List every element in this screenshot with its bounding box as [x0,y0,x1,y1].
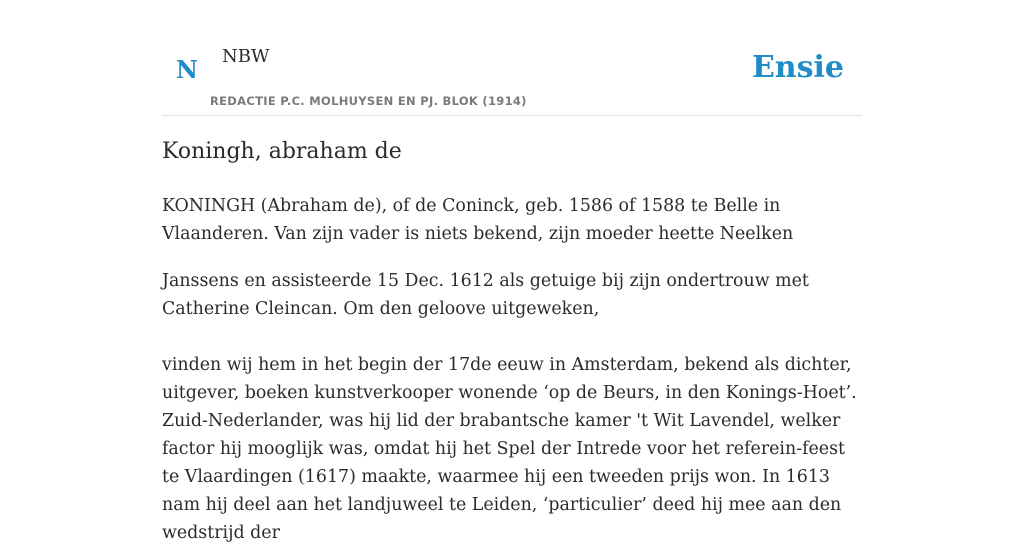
entry-paragraph: Janssens en assisteerde 15 Dec. 1612 als getuige bij zijn ondertrouw met Catherine Cleincan. Om den geloove uitgeweken, [162,271,809,319]
source-title[interactable]: NBW [222,46,270,67]
entry-paragraph: KONINGH (Abraham de), of de Coninck, geb. 1586 of 1588 te Belle in Vlaanderen. Van zijn vader is niets bekend, zijn moeder heette Neelken [162,196,794,244]
entry-title: Koningh, abraham de [162,139,402,164]
source-logo[interactable]: N [176,55,198,84]
page [162,0,862,543]
source-subtitle: REDACTIE P.C. MOLHUYSEN EN PJ. BLOK (1914) [210,94,527,108]
entry-paragraph: vinden wij hem in het begin der 17de eeuw in Amsterdam, bekend als dichter, uitgever, boeken kunstverkooper wonende ‘op de Beurs, in den Konings-Hoet’. Zuid-Nederlander, was hij lid der brabantsche kamer 't Wit Lavendel, welker factor hij mooglijk was, omdat hij het Spel der Intrede voor het referein-feest te Vlaardingen (1617) maakte, waarmee hij een tweeden prijs won. In 1613 nam hij deel aan het landjuweel te Leiden, ‘particulier’ deed hij mee aan den wedstrijd der [162,355,857,543]
brand-logo-link[interactable]: Ensie [751,50,844,85]
source-header [162,0,862,116]
